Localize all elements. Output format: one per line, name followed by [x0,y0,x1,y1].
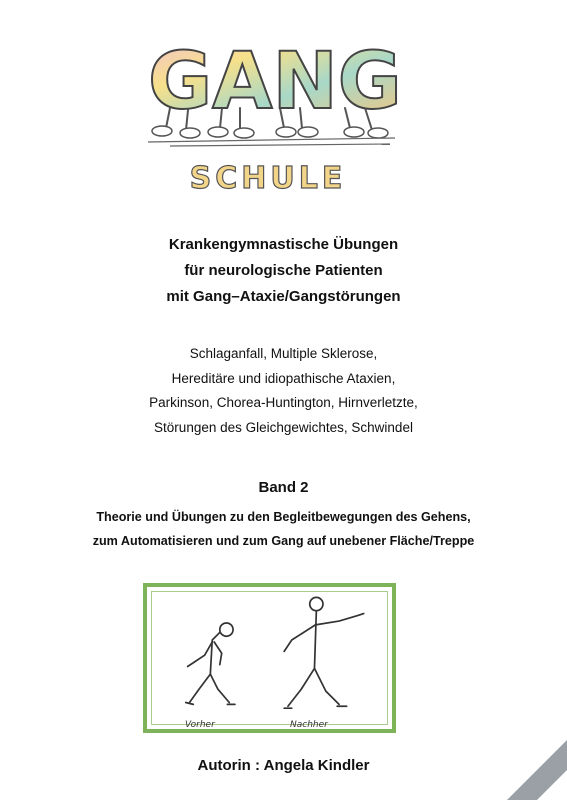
illustration-frame [143,583,396,733]
logo-word-schule: SCHULE [189,161,347,196]
conditions-line-2: Hereditäre und idiopathische Ataxien, [171,370,396,386]
corner-ribbon-icon [497,730,567,800]
conditions-line-3: Parkinson, Chorea-Huntington, Hirnverletzte, [149,395,418,410]
author-line: Autorin : Angela Kindler [197,757,370,774]
caption-before: Vorher [185,720,215,730]
band-description-line-2: zum Automatisieren und zum Gang auf unebener Fläche/Treppe [92,534,475,548]
caption-after: Nachher [290,720,328,730]
subtitle-line-2: für neurologische Patienten [184,262,383,279]
stick-figures-drawing [147,587,392,729]
gangschule-logo [140,20,410,200]
conditions-list [0,342,567,440]
band-title: Band 2 [258,479,309,496]
conditions-line-1: Schlaganfall, Multiple Sklerose, [189,346,378,361]
conditions-line-4: Störungen des Gleichgewichtes, Schwindel [154,419,413,435]
subtitle-line-1: Krankengymnastische Übungen [168,236,399,253]
logo-word-gang: GANG [148,37,402,127]
band-description-line-1: Theorie und Übungen zu den Begleitbewegungen des Gehens, [96,510,471,524]
band-description [0,505,567,553]
subtitle [0,232,567,310]
subtitle-line-3: mit Gang–Ataxie/Gangstörungen [166,288,401,305]
